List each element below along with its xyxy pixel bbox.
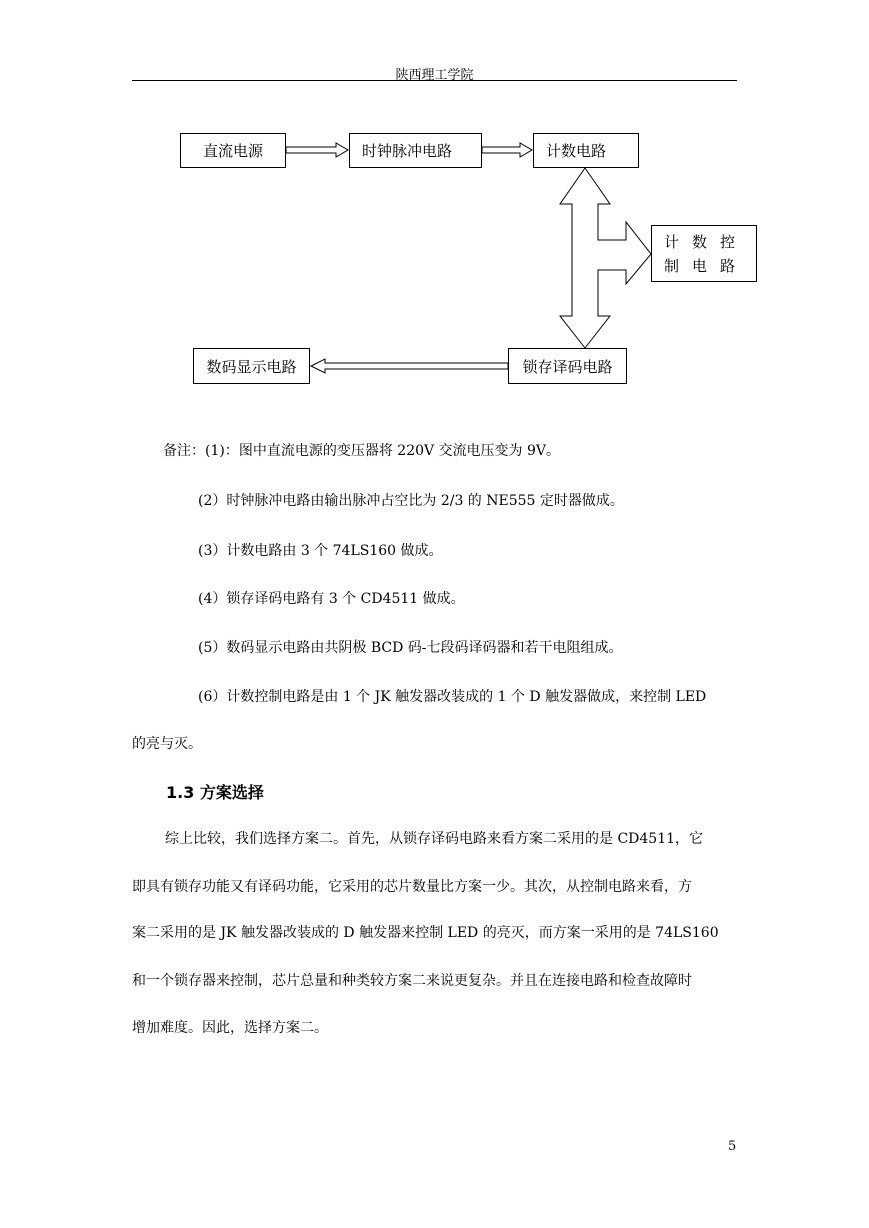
note-2: (2）时钟脉冲电路由输出脉冲占空比为 2/3 的 NE555 定时器做成。 [198, 493, 624, 509]
box-latch-decoder: 锁存译码电路 [508, 348, 627, 384]
body-line-4: 和一个锁存器来控制，芯片总量和种类较方案二来说更复杂。并且在连接电路和检查故障时 [132, 973, 692, 989]
note-6-continued: 的亮与灭。 [132, 736, 202, 752]
body-line-1: 综上比较，我们选择方案二。首先，从锁存译码电路来看方案二采用的是 CD4511，它 [165, 831, 704, 847]
box-count-control-circuit [651, 225, 757, 282]
control-label-line2: 制电路 [664, 256, 749, 275]
note-5: (5）数码显示电路由共阴极 BCD 码-七段码译码器和若干电阻组成。 [198, 640, 623, 656]
body-line-2: 即具有锁存功能又有译码功能，它采用的芯片数量比方案一少。其次，从控制电路来看，方 [132, 879, 692, 895]
arrow-power-to-clock [286, 143, 348, 157]
box-dc-power: 直流电源 [180, 133, 286, 168]
body-line-3: 案二采用的是 JK 触发器改装成的 D 触发器来控制 LED 的亮灭，而方案一采用的是 74LS160 [132, 925, 719, 941]
body-line-5: 增加难度。因此，选择方案二。 [132, 1020, 328, 1036]
arrow-clock-to-counter [482, 143, 532, 157]
section-heading: 1.3 方案选择 [166, 783, 264, 802]
box-display-circuit: 数码显示电路 [193, 348, 310, 384]
note-6: (6）计数控制电路是由 1 个 JK 触发器改装成的 1 个 D 触发器做成，来控制 LED [198, 689, 707, 705]
page-number: 5 [728, 1139, 737, 1154]
box-clock-circuit: 时钟脉冲电路 [349, 133, 482, 168]
note-3: (3）计数电路由 3 个 74LS160 做成。 [198, 543, 443, 559]
page-header-title: 陕西理工学院 [395, 68, 474, 83]
box-counter-circuit: 计数电路 [533, 133, 639, 168]
arrow-latch-to-display [311, 359, 508, 373]
note-4: (4）锁存译码电路有 3 个 CD4511 做成。 [198, 591, 465, 607]
block-diagram-arrows [0, 0, 869, 420]
arrow-counter-latch-control [560, 168, 651, 348]
note-1: 备注：(1)：图中直流电源的变压器将 220V 交流电压变为 9V。 [163, 443, 561, 459]
control-label-line1: 计数控 [664, 232, 749, 251]
